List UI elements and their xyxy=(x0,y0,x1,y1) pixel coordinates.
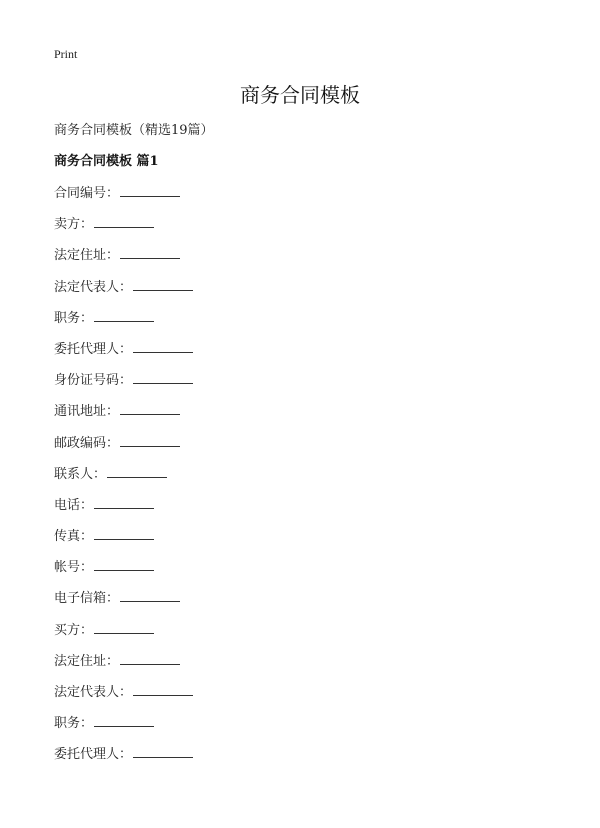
field-label: 通讯地址： xyxy=(54,404,120,420)
field-label: 职务： xyxy=(54,310,94,326)
document-subtitle: 商务合同模板（精选19篇） xyxy=(54,123,214,138)
contract-field-row xyxy=(54,619,193,650)
field-blank-line[interactable] xyxy=(94,712,154,727)
print-link[interactable]: Print xyxy=(54,47,78,61)
field-blank-line[interactable] xyxy=(133,276,193,291)
contract-field-row xyxy=(54,369,193,400)
contract-field-row xyxy=(54,712,193,743)
contract-field-row xyxy=(54,307,193,338)
contract-field-row xyxy=(54,276,193,307)
field-label: 联系人： xyxy=(54,466,107,482)
contract-field-row xyxy=(54,743,193,774)
document-title: 商务合同模板 xyxy=(240,83,360,107)
field-blank-line[interactable] xyxy=(120,244,180,259)
field-blank-line[interactable] xyxy=(120,650,180,665)
field-label: 传真： xyxy=(54,529,94,545)
field-blank-line[interactable] xyxy=(120,432,180,447)
field-blank-line[interactable] xyxy=(107,463,167,478)
field-blank-line[interactable] xyxy=(120,587,180,602)
contract-field-row xyxy=(54,338,193,369)
contract-field-list xyxy=(54,182,193,775)
field-blank-line[interactable] xyxy=(94,556,154,571)
contract-field-row xyxy=(54,244,193,275)
field-blank-line[interactable] xyxy=(94,307,154,322)
field-label: 委托代理人： xyxy=(54,341,133,357)
field-blank-line[interactable] xyxy=(94,494,154,509)
field-label: 卖方： xyxy=(54,217,94,233)
field-label: 合同编号： xyxy=(54,186,120,201)
field-label: 电子信箱： xyxy=(54,591,120,607)
field-label: 法定代表人： xyxy=(54,685,133,700)
field-blank-line[interactable] xyxy=(120,400,180,415)
field-blank-line[interactable] xyxy=(133,743,193,758)
contract-field-row xyxy=(54,650,193,681)
field-label: 帐号： xyxy=(54,560,94,576)
field-label: 法定代表人： xyxy=(54,279,133,295)
field-label: 邮政编码： xyxy=(54,435,120,451)
field-blank-line[interactable] xyxy=(133,369,193,384)
field-blank-line[interactable] xyxy=(94,525,154,540)
field-blank-line[interactable] xyxy=(133,338,193,353)
field-label: 法定住址： xyxy=(54,653,120,669)
field-label: 委托代理人： xyxy=(54,747,133,763)
contract-field-row xyxy=(54,400,193,431)
field-label: 电话： xyxy=(54,497,94,513)
field-blank-line[interactable] xyxy=(133,681,193,696)
contract-field-row xyxy=(54,432,193,463)
field-blank-line[interactable] xyxy=(94,213,154,228)
field-label: 买方： xyxy=(54,622,94,638)
contract-field-row xyxy=(54,556,193,587)
section-heading: 商务合同模板 篇1 xyxy=(54,154,159,169)
contract-field-row xyxy=(54,182,193,213)
field-blank-line[interactable] xyxy=(94,619,154,634)
contract-field-row xyxy=(54,525,193,556)
field-label: 职务： xyxy=(54,716,94,732)
field-label: 法定住址： xyxy=(54,248,120,264)
contract-field-row xyxy=(54,463,193,494)
contract-field-row xyxy=(54,494,193,525)
contract-field-row xyxy=(54,213,193,244)
contract-field-row xyxy=(54,681,193,712)
contract-field-row xyxy=(54,587,193,618)
field-blank-line[interactable] xyxy=(120,182,180,197)
field-label: 身份证号码： xyxy=(54,373,133,389)
